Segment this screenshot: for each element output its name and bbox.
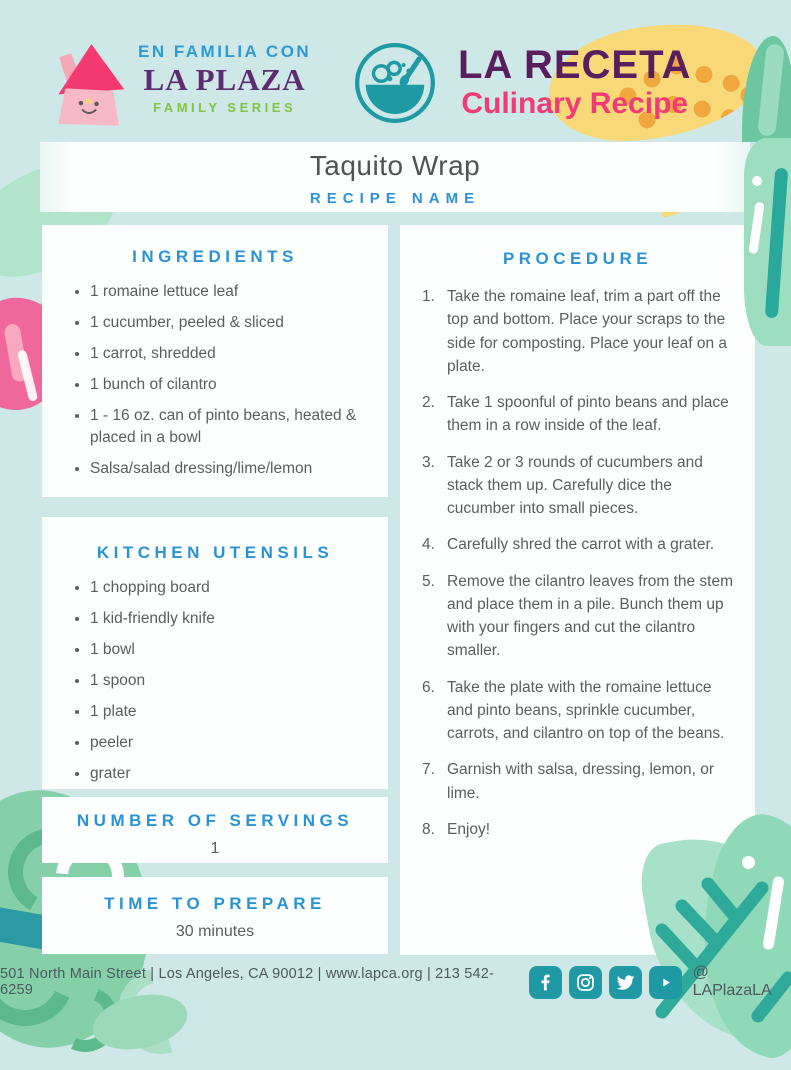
utensil-item: • 1 spoon [90, 670, 364, 692]
procedure-step [422, 676, 733, 746]
recipe-name-label: RECIPE NAME [309, 190, 481, 207]
step-text: Remove the cilantro leaves from the stem and place them in a pile. Bunch them up with your fingers and cut the cilantro smaller. [447, 572, 734, 660]
youtube-icon[interactable] [649, 966, 682, 999]
step-text: Carefully shred the carrot with a grater. [447, 536, 715, 554]
social-handle: @ LAPlazaLA [692, 964, 772, 999]
masthead-subtitle: Culinary Recipe [461, 87, 689, 120]
procedure-step [422, 533, 733, 556]
step-number: 8. [422, 820, 435, 838]
step-text: Take 1 spoonful of pinto beans and place them in a row inside of the leaf. [447, 394, 729, 435]
house-logo-icon [48, 38, 126, 130]
step-text: Garnish with salsa, dressing, lemon, or lime. [447, 761, 715, 802]
step-number: 4. [422, 536, 435, 554]
step-text: Take 2 or 3 rounds of cucumbers and stack them up. Carefully dice the cucumber into small pieces. [447, 453, 703, 517]
ingredient-item: • 1 carrot, shredded [90, 343, 364, 365]
utensil-item: • 1 kid-friendly knife [90, 608, 364, 630]
prep-time-value: 30 minutes [175, 923, 255, 940]
brand-name: LA PLAZA [143, 62, 306, 97]
recipe-name: Taquito Wrap [309, 150, 481, 181]
step-text: Take the romaine leaf, trim a part off the top and bottom. Place your scraps to the side for composting. Place your leaf on a plate. [447, 288, 728, 375]
utensil-item: • 1 bowl [90, 639, 364, 661]
ingredients-panel [42, 225, 388, 497]
procedure-step [422, 570, 733, 663]
twitter-icon[interactable] [609, 966, 642, 999]
utensil-item: • peeler [90, 732, 364, 754]
servings-value: 1 [210, 840, 220, 857]
procedure-step [422, 451, 733, 521]
instagram-icon[interactable] [569, 966, 602, 999]
step-number: 7. [422, 761, 435, 779]
ingredient-item: • 1 romaine lettuce leaf [90, 281, 364, 303]
utensils-list [66, 577, 364, 785]
step-text: Take the plate with the romaine lettuce and pinto beans, sprinkle cucumber, carrots, and cilantro on top of the beans. [447, 678, 725, 742]
ingredients-list [66, 281, 364, 480]
utensils-heading: KITCHEN UTENSILS [96, 543, 334, 562]
ingredient-item: • 1 - 16 oz. can of pinto beans, heated & placed in a bowl [90, 405, 364, 449]
procedure-step [422, 285, 733, 378]
procedure-heading: PROCEDURE [502, 249, 653, 268]
recipe-name-panel [40, 142, 750, 212]
ingredient-item: • 1 bunch of cilantro [90, 374, 364, 396]
step-number: 5. [422, 572, 435, 590]
procedure-step [422, 391, 733, 438]
step-number: 1. [422, 288, 435, 305]
ingredients-heading: INGREDIENTS [132, 247, 298, 266]
utensil-item: • 1 chopping board [90, 577, 364, 599]
utensils-panel [42, 517, 388, 789]
white-dot-decoration [742, 856, 755, 869]
masthead-title: LA RECETA [458, 43, 692, 87]
facebook-icon[interactable] [529, 966, 562, 999]
ingredient-item: • 1 cucumber, peeled & sliced [90, 312, 364, 334]
footer-contact: 501 North Main Street | Los Angeles, CA 90012 | www.lapca.org | 213 542-6259 [0, 966, 495, 998]
utensil-item: • grater [90, 763, 364, 785]
brand-logo [48, 38, 311, 130]
footer [0, 964, 791, 1000]
step-number: 6. [422, 678, 435, 696]
utensil-item: • 1 plate [90, 701, 364, 723]
step-number: 3. [422, 453, 435, 471]
servings-heading: NUMBER OF SERVINGS [76, 811, 354, 830]
prep-time-heading: TIME TO PREPARE [104, 894, 326, 913]
prep-time-panel [42, 877, 388, 954]
masthead [352, 40, 691, 126]
procedure-list [422, 285, 733, 841]
social-links [529, 966, 682, 999]
salad-bowl-icon [352, 40, 438, 126]
ingredient-item: • Salsa/salad dressing/lime/lemon [90, 458, 364, 480]
step-text: Enjoy! [447, 820, 491, 838]
brand-tagline: EN FAMILIA CON [138, 42, 312, 61]
procedure-step [422, 758, 733, 805]
leaf-decoration-right [744, 138, 791, 346]
brand-series: FAMILY SERIES [153, 99, 297, 115]
step-number: 2. [422, 394, 435, 411]
servings-panel [42, 797, 388, 863]
